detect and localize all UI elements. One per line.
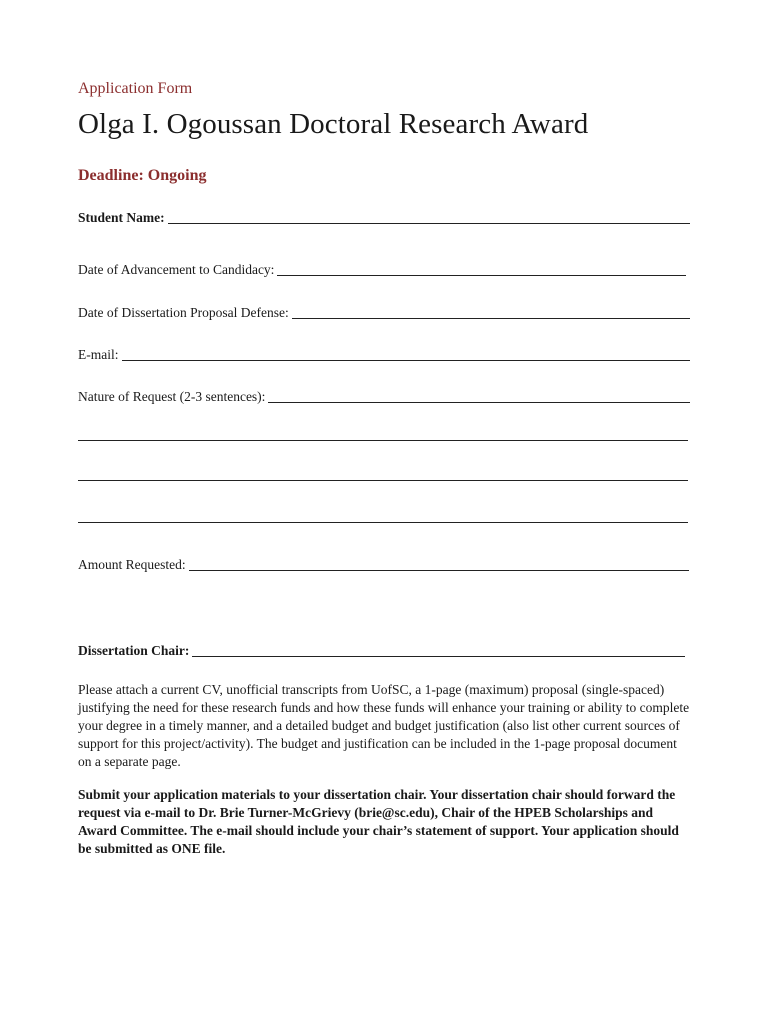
nature-of-request-line[interactable]: [268, 401, 690, 403]
proposal-defense-date-line[interactable]: [292, 317, 690, 319]
nature-of-request-field[interactable]: [78, 385, 690, 405]
nature-of-request-line-3[interactable]: [78, 480, 688, 481]
dissertation-chair-label: Dissertation Chair:: [78, 643, 190, 658]
student-name-label: Student Name:: [78, 210, 165, 225]
nature-of-request-line-2[interactable]: [78, 440, 688, 441]
advancement-date-line[interactable]: [277, 274, 686, 276]
attachment-instructions: Please attach a current CV, unofficial transcripts from UofSC, a 1-page (maximum) proposal (single-spaced) justifying the need for these research funds and how these funds will enhance your training or ability to complete your degree in a timely manner, and a detailed budget and budget justification (also list other current sources of support for this project/activity). The budget and justification can be included in the 1-page proposal document on a separate page.: [78, 682, 690, 769]
amount-requested-label: Amount Requested:: [78, 557, 186, 572]
amount-requested-field[interactable]: [78, 553, 689, 573]
nature-of-request-label: Nature of Request (2-3 sentences):: [78, 389, 266, 404]
student-name-field[interactable]: [78, 206, 690, 226]
email-label: E-mail:: [78, 347, 119, 362]
advancement-date-field[interactable]: [78, 258, 686, 278]
student-name-line[interactable]: [168, 222, 690, 224]
advancement-date-label: Date of Advancement to Candidacy:: [78, 262, 275, 277]
form-type-label: Application Form: [78, 80, 193, 97]
proposal-defense-date-field[interactable]: [78, 301, 690, 321]
dissertation-chair-line[interactable]: [192, 655, 685, 657]
email-field[interactable]: [78, 343, 690, 363]
email-line[interactable]: [122, 359, 691, 361]
nature-of-request-line-4[interactable]: [78, 522, 688, 523]
dissertation-chair-field[interactable]: [78, 639, 685, 659]
proposal-defense-date-label: Date of Dissertation Proposal Defense:: [78, 305, 289, 320]
page-title: Olga I. Ogoussan Doctoral Research Award: [78, 108, 589, 140]
deadline-label: Deadline: Ongoing: [78, 167, 207, 184]
amount-requested-line[interactable]: [189, 569, 689, 571]
submission-instructions: Submit your application materials to your dissertation chair. Your dissertation chair should forward the request via e-mail to Dr. Brie Turner-McGrievy (brie@sc.edu), Chair of the HPEB Scholarships and Award Committee. The e-mail should include your chair’s statement of support. Your application should be submitted as ONE file.: [78, 787, 679, 856]
